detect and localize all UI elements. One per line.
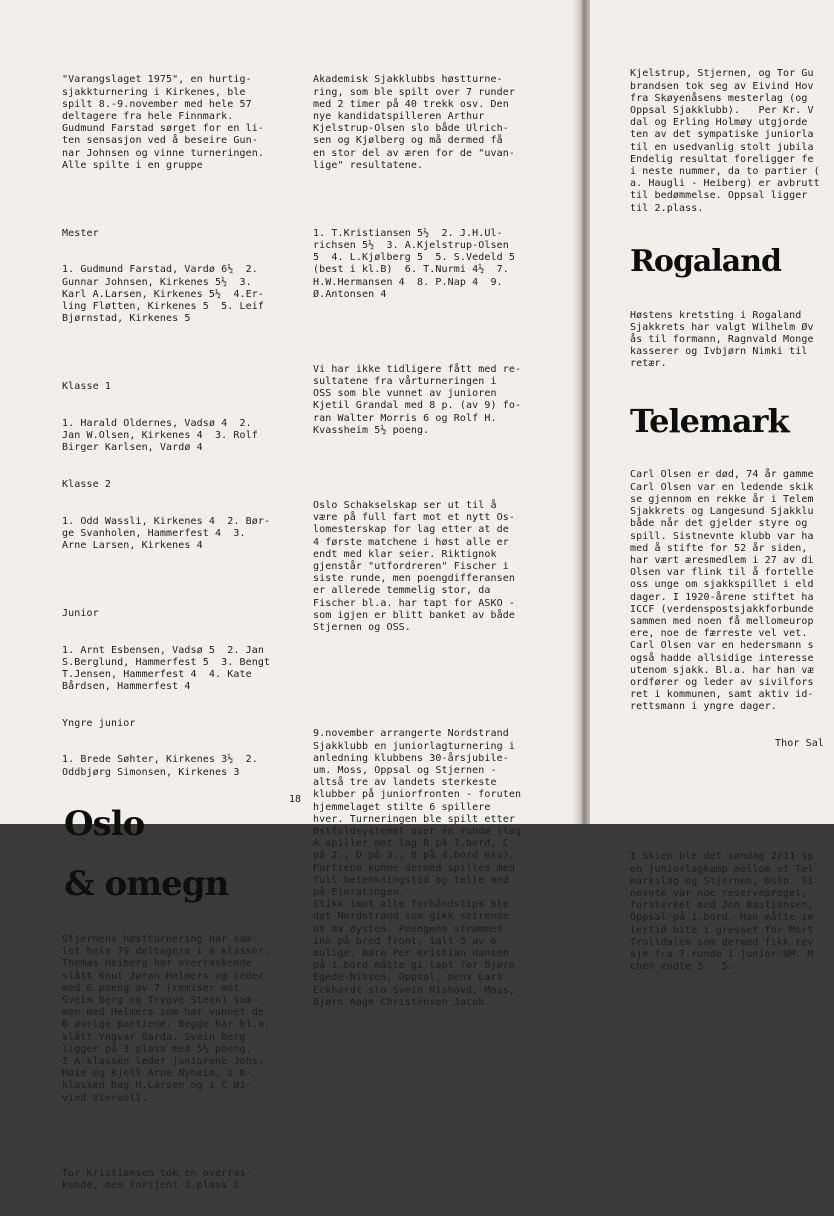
text-line: Birger Karlsen, Vardø 4 [62, 442, 203, 454]
text-line: spill. Sistnevnte klubb var ha [630, 530, 814, 542]
text-line: mulige. Bare Per Kristian Hansen [313, 948, 509, 960]
text-line: Oslo Schakselskap ser ut til å [313, 499, 497, 511]
text-line: ut av dysten. Poengene strømmet [313, 923, 503, 935]
text-line: er allerede temmelig stor, da [313, 585, 491, 597]
text-line: lertid bite i gresset for Mort [630, 924, 814, 936]
text-line: ring, som ble spilt over 7 runder [313, 86, 515, 98]
text-line: klassen Dag H.Larsen og i C Øi- [62, 1080, 252, 1092]
right-column [630, 44, 834, 986]
text-line: Stjernen og OSS. [313, 621, 411, 633]
text-line: 9.november arrangerte Nordstrand [313, 728, 509, 740]
text-line: slått Yngvar Barda. Svein Berg [62, 1031, 246, 1043]
text-line: T.Jensen, Hammerfest 4 4. Kate [62, 668, 252, 680]
text-line: men med Helmers som har vunnet de [62, 1007, 264, 1019]
text-line: 1. Gudmund Farstad, Vardø 6½ 2. [62, 264, 258, 276]
text-line: ås til formann, Ragnvald Monge [630, 334, 814, 346]
text-line: Sjakkrets har valgt Wilhelm Øv [630, 321, 814, 333]
text-line: en stor del av æren for de "uvan- [313, 147, 515, 159]
text-line: 1. Arnt Esbensen, Vadsø 5 2. Jan [62, 644, 264, 656]
text-line: Thomas Heiberg har overraskende [62, 958, 252, 970]
text-line: nye kandidatspilleren Arthur [313, 111, 485, 123]
text-line: oss unge om sjakkspillet i eld [630, 579, 814, 591]
klasse1-results [62, 418, 294, 455]
kjelstrup-paragraph [630, 68, 834, 214]
text-line: i neste nummer, da to partier ( [630, 166, 820, 178]
yngre-junior-results [62, 754, 294, 778]
junior-title: Junior [62, 607, 99, 619]
text-line: Jan W.Olsen, Kirkenes 4 3. Rolf [62, 430, 258, 442]
middle-column [313, 50, 549, 1033]
text-line: Carl Olsen er død, 74 år gamme [630, 469, 814, 481]
text-line: til 2.plass. [630, 202, 704, 214]
text-line: Bjørnstad, Kirkenes 5 [62, 313, 191, 325]
text-line: ICCF (verdenspostsjakkforbunde [630, 603, 814, 615]
text-line: 1. Odd Wassli, Kirkenes 4 2. Bør- [62, 515, 271, 527]
text-line: let hele 79 deltagere i 4 klasser. [62, 946, 271, 958]
intro-paragraph [62, 74, 294, 172]
text-line: Alle spilte i en gruppe [62, 159, 203, 171]
text-line: forsterket med Jon Bastiansen, [630, 900, 814, 912]
text-line: nar Johnsen og vinne turneringen. [62, 147, 264, 159]
text-line: være på full fart mot et nytt Os- [313, 512, 515, 524]
heading-rogaland: Rogaland [630, 244, 781, 280]
rogaland-paragraph [630, 310, 834, 371]
klasse1-title: Klasse 1 [62, 381, 111, 393]
text-line: S.Berglund, Hammerfest 5 3. Bengt [62, 656, 271, 668]
text-line: OSS som ble vunnet av junioren [313, 388, 497, 400]
text-line: ling Fløtten, Kirkenes 5 5. Leif [62, 301, 264, 313]
text-line: siste runde, men poengdifferansen [313, 573, 515, 585]
text-line: kende, men fortjent 1.plass i [62, 1179, 240, 1191]
text-line: med 2 timer på 40 trekk osv. Den [313, 98, 509, 110]
text-line: Oppsal på 1.bord. Han måtte im [630, 912, 814, 924]
text-line: 1. T.Kristiansen 5½ 2. J.H.Ul- [313, 227, 503, 239]
text-line: ten sensasjon ved å beseire Gun- [62, 135, 258, 147]
text-line: både når det gjelder styre og [630, 518, 808, 530]
text-line: 5 4. L.Kjølberg 5 5. S.Vedeld 5 [313, 252, 515, 264]
text-line: kasserer og Ivbjørn Nimki til [630, 346, 808, 358]
text-line: A spiller mot lag B på 1.bord, C [313, 838, 509, 850]
text-line: utenom sjakk. Bl.a. har han væ [630, 664, 814, 676]
text-line: Kjelstrup, Stjernen, og Tor Gu [630, 68, 814, 80]
text-line: 4 første matchene i høst alle er [313, 536, 509, 548]
text-line: anledning klubbens 30-årsjubile- [313, 752, 509, 764]
text-line: Kvassheim 5½ poeng. [313, 424, 430, 436]
tor-kristiansen-paragraph [62, 1168, 294, 1192]
text-line: Olsen var flink til å fortelle [630, 567, 814, 579]
text-line: Carl Olsen var en ledende skik [630, 481, 814, 493]
text-line: ere, noe de færreste vel vet. [630, 628, 808, 640]
text-line: sje fra 7.runde i junior-NM. M [630, 949, 814, 960]
text-line: Trolldalen som dermed fikk rev [630, 936, 814, 948]
text-line: hver. Turneringen ble spilt etter [313, 813, 515, 825]
text-line: Akademisk Sjakklubbs høstturne- [313, 74, 503, 86]
text-line: på Eloratingen. [313, 887, 405, 898]
text-line: Karl A.Larsen, Kirkenes 5½ 4.Er- [62, 288, 264, 300]
text-line: "Varangslaget 1975", en hurtig- [62, 74, 252, 86]
text-line: deltagere fra hele Finnmark. [62, 111, 234, 123]
text-line: Oddbjørg Simonsen, Kirkenes 3 [62, 766, 240, 778]
text-line: dager. I 1920-årene stiftet ha [630, 591, 814, 603]
text-line: H.W.Hermansen 4 8. P.Nap 4 9. [313, 276, 503, 288]
text-line: (best i kl.B) 6. T.Nurmi 4½ 7. [313, 264, 509, 276]
text-line: Fischer bl.a. har tapt for ASKO - [313, 597, 515, 609]
text-line: brandsen tok seg av Eivind Hov [630, 80, 814, 92]
text-line: Høstens kretsting i Rogaland [630, 309, 802, 321]
text-line: endt med klar seier. Riktignok [313, 548, 497, 560]
text-line: nevnte var noe reservepreget, [630, 887, 808, 899]
text-line: klubber på juniorfronten - foruten [313, 789, 522, 801]
text-line: Eckhardt slo Svein Rishovd, Moss, [313, 984, 515, 996]
text-line: Vi har ikke tidligere fått med re- [313, 363, 522, 375]
text-line: Partiene kunne dermed spilles med [313, 862, 515, 874]
text-line: Høie og Kjell Arne Nyheim, i B- [62, 1068, 252, 1080]
text-line: Gunnar Johnsen, Kirkenes 5½ 3. [62, 276, 252, 288]
text-line: um. Moss, Oppsal og Stjernen - [313, 764, 497, 776]
text-line: ten av det sympatiske juniorla [630, 129, 814, 141]
text-line: Sjakklubb en juniorlagturnering i [313, 740, 515, 752]
text-line: til en usedvanlig stolt jubila [630, 141, 814, 153]
text-line: lige" resultatene. [313, 159, 424, 171]
text-line: Stjernens høstturnering har sam- [62, 934, 258, 945]
text-line: som igjen er blitt banket av både [313, 609, 515, 621]
text-line: slått Knut Jøran Helmers og leder [62, 970, 264, 982]
text-line: Svein Berg og Trygve Steen) sam- [62, 995, 258, 1007]
text-line: I Skien ble det søndag 2/11 sp [630, 851, 814, 863]
varturnering-paragraph [313, 364, 549, 437]
text-line: hjemmelaget stilte 6 spillere [313, 801, 491, 813]
mester-title: Mester [62, 227, 99, 239]
text-line: vind Viervoll. [62, 1092, 148, 1104]
klasse2-title: Klasse 2 [62, 478, 111, 490]
text-line: rettsmann i yngre dager. [630, 701, 777, 713]
oslo-schakselskap-paragraph [313, 500, 549, 634]
text-line: har vært æresmedlem i 27 av di [630, 554, 814, 566]
text-line: sjakkturnering i Kirkenes, ble [62, 86, 246, 98]
heading-oslo: Oslo [64, 804, 145, 845]
text-line: Carl Olsen var en hedersmann s [630, 640, 814, 652]
text-line: ge Svanholen, Hammerfest 4 3. [62, 527, 246, 539]
text-line: 6 øvrige partiene. Begge har bl.a. [62, 1019, 271, 1031]
text-line: se gjennom en rekke år i Telem [630, 493, 814, 505]
text-line: Sjakkrets og Langesund Sjakklu [630, 506, 814, 518]
text-line: også hadde allsidige interesse [630, 652, 814, 664]
akademisk-results [313, 228, 549, 301]
text-line: Kjelstrup-Olsen slo både Ulrich- [313, 123, 509, 135]
text-line: Ø.Antonsen 4 [313, 288, 387, 300]
text-line: Egede-Nissen, Oppsal, mens Lars [313, 972, 503, 984]
mester-results [62, 264, 294, 325]
text-line: ligger på 3.plass med 5½ poeng. [62, 1043, 252, 1055]
text-line: på 2., D på 3., B på 4.bord osv). [313, 850, 515, 862]
text-line: ret i kommunen, samt aktiv id- [630, 689, 814, 701]
page-number: 18 [289, 794, 302, 805]
text-line: det Nordstrand som gikk seirende [313, 911, 509, 923]
text-line: spilt 8.-9.november med hele 57 [62, 98, 252, 110]
text-line: markslag og Stjernen, Oslo. Si [630, 875, 814, 887]
text-line: inn på bred front, ialt 5 av 6 [313, 935, 497, 947]
text-line: Bårdsen, Hammerfest 4 [62, 681, 191, 693]
text-line: retær. [630, 358, 667, 370]
text-line: chen endte 5 - 5. [630, 961, 735, 973]
text-line: sen og Kjølberg og må dermed få [313, 135, 503, 147]
yngre-junior-title: Yngre junior [62, 717, 136, 729]
nordstrand-paragraph [313, 728, 549, 1009]
text-line: med å stifte for 52 år siden, [630, 542, 808, 554]
text-line: 1. Brede Søhter, Kirkenes 3½ 2. [62, 754, 258, 766]
text-line: på 1.bord måtte gi tapt for Bjørn [313, 960, 515, 972]
junior-results [62, 645, 294, 694]
text-line: 1. Harald Oldernes, Vadsø 4 2. [62, 417, 252, 429]
text-line: Gudmund Farstad sørget for en li- [62, 123, 264, 135]
text-line: I A-klassen leder juniorene Johs. [62, 1056, 264, 1068]
text-line: Oppsal Sjakklubb). Per Kr. V [630, 105, 814, 117]
text-line: til bedømmelse. Oppsal ligger [630, 190, 808, 202]
text-line: Kjetil Grandal med 8 p. (av 9) fo- [313, 400, 522, 412]
text-line: Bjørn Aage Christenson Jacob [313, 996, 485, 1008]
text-line: ordfører og leder av sivilfors [630, 676, 814, 688]
text-line: Østfoldsystemet over én runde (lag [313, 825, 522, 837]
text-line: Tor Kristiansen tok en overras- [62, 1167, 252, 1179]
text-line: richsen 5½ 3. A.Kjelstrup-Olsen [313, 240, 509, 252]
skien-paragraph [630, 851, 834, 973]
text-line: lomesterskap for lag etter at de [313, 524, 509, 536]
text-line: fra Skøyenåsens mesterlag (og [630, 92, 808, 104]
heading-telemark: Telemark [630, 402, 789, 441]
text-line: a. Haugli - Heiberg) er avbrutt [630, 178, 820, 190]
text-line: med 6 poeng av 7 (remiser mot [62, 982, 240, 994]
stjernen-paragraph [62, 934, 294, 1105]
signature: Thor Sal [775, 737, 824, 749]
text-line: Endelig resultat foreligger fe [630, 153, 814, 165]
akademisk-paragraph [313, 74, 549, 172]
text-line: dal og Erling Holmøy utgjorde [630, 117, 808, 129]
text-line: Stikk imot alle forhåndstips ble [313, 899, 509, 911]
text-line: sammen med noen få mellomeurop [630, 615, 814, 627]
heading-omegn: & omegn [64, 863, 229, 904]
text-line: ran Walter Morris 6 og Rolf H. [313, 412, 497, 424]
telemark-paragraph [630, 469, 834, 713]
text-line: sultatene fra vårturneringen i [313, 376, 497, 388]
text-line: altså tre av landets sterkeste [313, 777, 497, 789]
klasse2-results [62, 516, 294, 553]
text-line: en juniorlagkamp mellom et Tel [630, 863, 814, 875]
left-column [62, 50, 294, 1216]
text-line: Arne Larsen, Kirkenes 4 [62, 539, 203, 551]
text-line: gjenstår "utfordreren" Fischer i [313, 560, 509, 572]
text-line: full betenkningstid og telle med [313, 874, 509, 886]
